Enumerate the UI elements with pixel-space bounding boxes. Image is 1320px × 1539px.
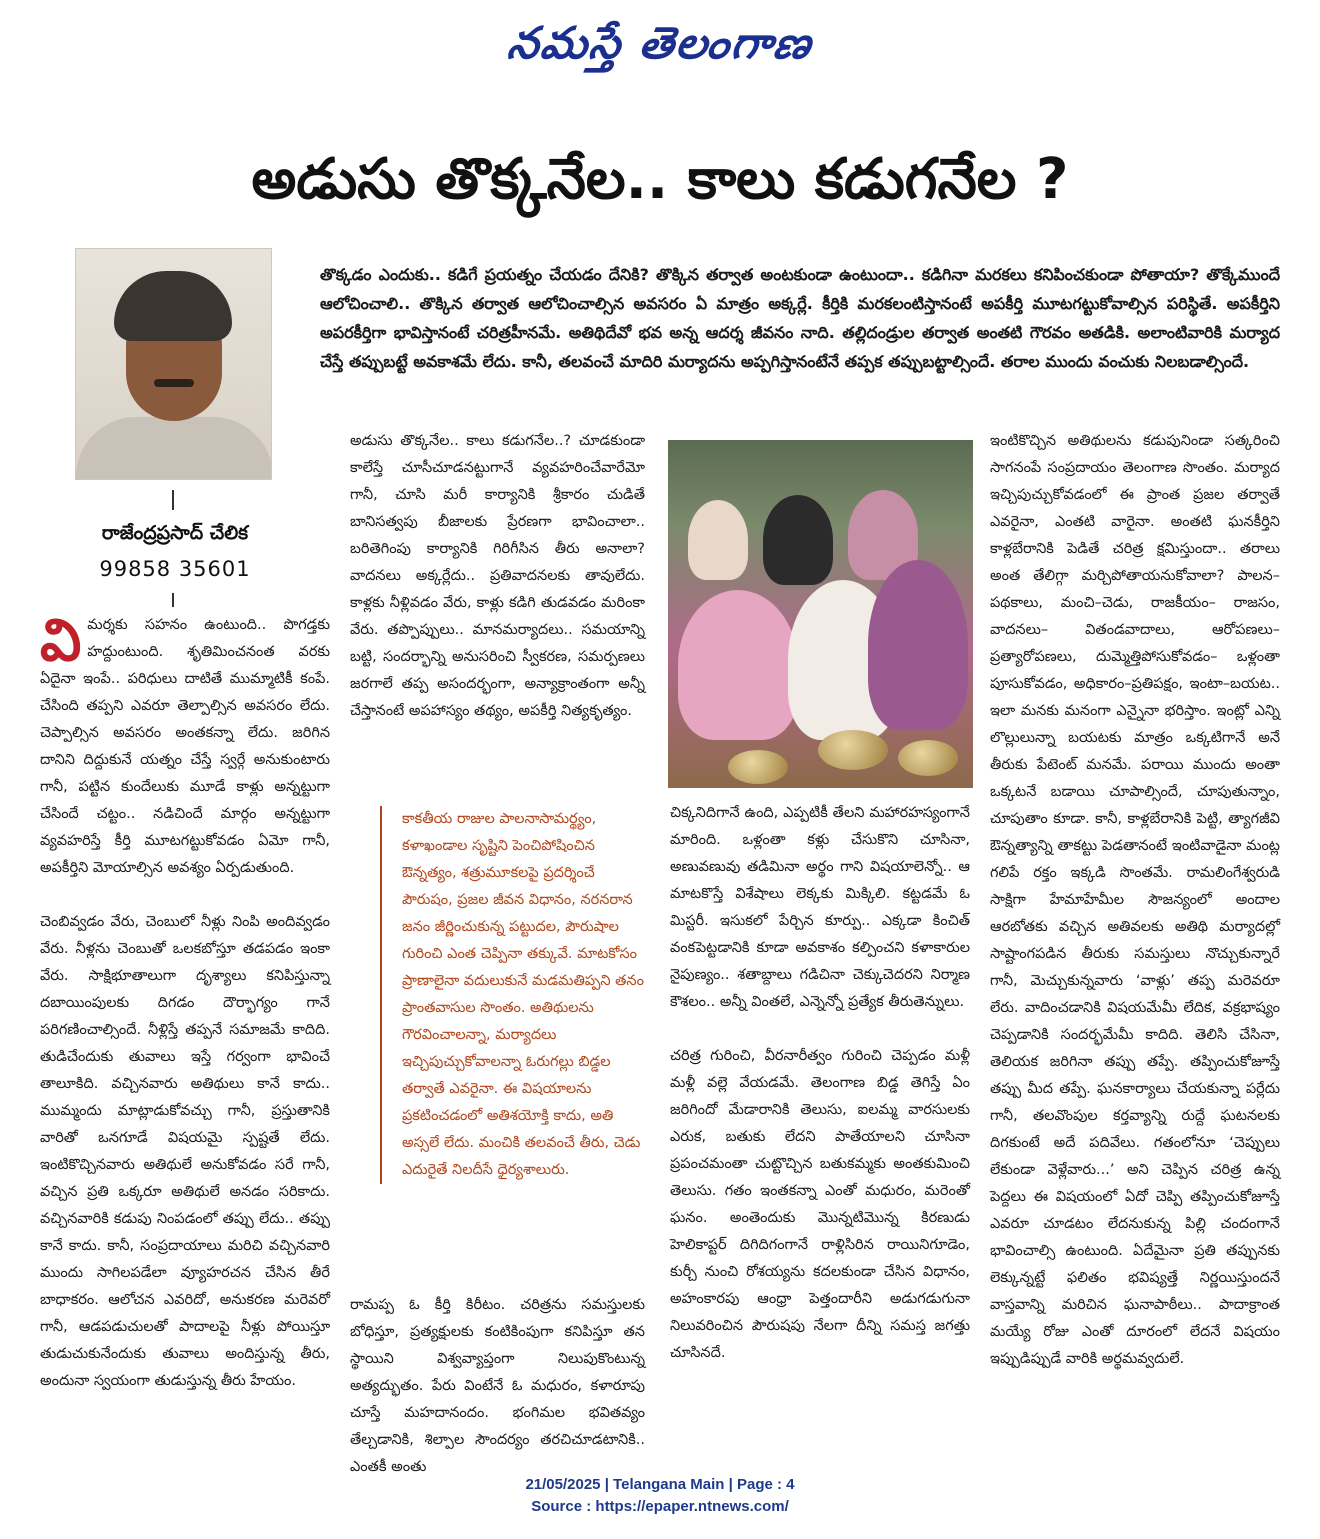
- col1-paragraph-2: చెంబివ్వడం వేరు, చెంబులో నీళ్లు నింపి అందివ్వడం వేరు. నీళ్లను చెంబుతో ఒలకబోస్తూ తడపడం ఇంకా వేరు. సాక్షిభూతాలుగా దృశ్యాలు కనిపిస్తున్నా దబాయింపులకు దిగడం దౌర్భాగ్యం గానే పరిగణించాల్సిందే. నీళ్లిస్తే తప్పనే సమాజమే కాదిది. తుడిచేందుకు తువాలు ఇస్తే గర్వంగా భావించే తాలూకిది. వచ్చినవారు అతిథులు కానే కాదు.. ముమ్మందు మాట్లాడుకోవచ్చు గానీ, ప్రస్తుతానికి వారితో ఒనగూడే విషయమై స్పష్టతే లేదు. ఇంటికొచ్చినవారు అతిథులే అనుకోవడం సరే గానీ, వచ్చిన ప్రతి ఒక్కరూ అతిథులే అనడం సరికాదు. వచ్చినవారికి కడుపు నింపడంలో తప్పు లేదు.. తప్పు కానే కాదు. కానీ, సంప్రదాయాలు మరిచి వచ్చినవారి ముందు సాగిలపడేలా వ్యూహరచన చేసిన తీరే బాధాకరం. ఆలోచన ఎవరిదో, అనుకరణ మరెవరో గానీ, ఆడపడుచులతో పాదాలపై నీళ్లు పోయిస్తూ తుడుచుకునేందుకు తువాలు అందిస్తున్న తీరు, అందునా స్వయంగా తుడుస్తున్న తీరు హేయం.: [40, 914, 330, 1389]
- author-divider-top: [172, 490, 174, 510]
- col4-paragraph-1: ఇంటికొచ్చిన అతిథులను కడుపునిండా సత్కరించి సాగనంపే సంప్రదాయం తెలంగాణ సొంతం. మర్యాద ఇచ్చిపుచ్చుకోవడంలో ఈ ప్రాంత ప్రజల తర్వాతే ఎవరైనా, ఎంతటి వారైనా. అంతటి ఘనకీర్తిని కాళ్లబేరానికి పెడితే చరిత్ర క్షమిస్తుందా.. తరాలు అంత తేలిగ్గా మర్చిపోతాయనుకోవాలా? పాలన– పథకాలు, మంచి–చెడు, రాజకీయం– రాజసం, వాదనలు– వితండవాదాలు, ఆరోపణలు– ప్రత్యారోపణలు, దుమ్మెత్తిపోసుకోవడం– ఒళ్లంతా పూసుకోవడం, అధికారం–ప్రతిపక్షం, ఇంటా–బయట.. ఇలా మనకు మనంగా ఎన్నైనా భరిస్తాం. ఇంట్లో ఎన్ని లొల్లులున్నా బయటకు మాత్రం ఒక్కటిగానే అనే తీరుకు పేటెంట్ మనమే. పరాయి ముందు అంతా ఒక్కటనే బడాయి చూపాల్సిందే, చూపుతున్నాం, చూపుతాం కూడా. కానీ, కాళ్లబేరానికి పెట్టి, త్యాగజీవి ఔన్నత్యాన్ని తాకట్టు పెడతానంటే ఇంటివాడైనా మంట్ల గలిపే రక్తం ఇక్కడి సొంతమే. రామలింగేశ్వరుడి సాక్షిగా హేమాహేమీల సౌజన్యంలో అందాల ఆరబోతకు వచ్చిన అతివలకు అతిథి మర్యాదల్లో సాష్టాంగపడిన తీరుకు సమస్తులు నొచ్చుకున్నారే గానీ, మెచ్చుకున్నవారు ‘వాళ్లు’ తప్ప మరెవరూ లేరు. వాదించడానికి విషయమేమీ లేదిక, వక్రభాష్యం చెప్పడానికి సందర్భమేమీ కాదిది. తెలిసి చేసినా, తెలియక జరిగినా తప్పు తప్పే. తప్పించుకోజూస్తే తప్పు మీద తప్పే. ఘనకార్యాలు చేయకున్నా పర్లేదు గానీ, తలవొంపుల కర్తవ్యాన్ని రుద్దే ఘటనలకు దిగకుంటే అదే పదివేలు. గతంలోనూ ‘చెప్పులు లేకుండా వెళ్లేవారు...’ అని చెప్పిన చరిత్ర ఉన్న పెద్దలు ఈ విషయంలో ఏదో చెప్పి తప్పించుకోజూస్తే ఎవరూ చూడటం లేదనుకున్న పిల్లి చందంగానే భావించాల్సి ఉంటుంది. ఏదేమైనా ప్రతి తప్పునకు లెక్కున్నట్టే ఫలితం భవిష్యత్తే నిర్ణయిస్తుందనే వాస్తవాన్ని మరిచిన ఘనాపాఠీలు.. పాదాక్రాంత మయ్యే రోజు ఎంతో దూరంలో లేదనే విషయం ఇప్పుడిప్పుడే వారికి అర్థమవ్వదులే.: [990, 433, 1280, 1367]
- col2-paragraph-1: అడుసు తొక్కనేల.. కాలు కడుగనేల..? చూడకుండా కాలేస్తే చూసీచూడనట్టుగానే వ్యవహరించేవారేమో గానీ, చూసి మరీ కార్యానికి శ్రీకారం చుడితే బానిసత్వపు బీజాలకు ప్రేరణగా భావించాలా.. బరితెగింపు కార్యానికి గిరిగీసిన తీరు అనాలా? వాదనలు అక్కర్లేదు.. ప్రతివాదనలకు తావులేదు. కాళ్లకు నీళ్లివడం వేరు, కాళ్లు కడిగి తుడవడం మరింకా వేరు. తప్పొప్పులు.. మానమర్యాదలు.. సమయాన్ని బట్టి, సందర్భాన్ని అనుసరించి స్వీకరణ, సమర్పణలు జరగాలే తప్ప అసందర్భంగా, అన్యాక్రాంతంగా అన్నీ చేస్తానంటే అపహాస్యం తథ్యం, అపకీర్తి నిత్యకృత్యం.: [350, 433, 645, 719]
- col2-paragraph-2: రామప్ప ఓ కీర్తి కిరీటం. చరిత్రను సమస్తులకు బోధిస్తూ, ప్రత్యక్షులకు కంటికింపుగా కనిపిస్తూ తన స్థాయిని విశ్వవ్యాప్తంగా నిలుపుకొంటున్న అత్యద్భుతం. పేరు వింటేనే ఓ మధురం, కళారూపు చూస్తే మహదానందం. భంగిమల భవితవ్యం తేల్చడానికి, శిల్పాల సౌందర్యం తరచిచూడటానికి.. ఎంతకీ అంతు: [350, 1297, 645, 1475]
- masthead: [0, 4, 1320, 84]
- page-footer: [0, 1474, 1320, 1518]
- drop-cap: వి: [40, 606, 82, 674]
- col3-paragraph-2: చరిత్ర గురించి, వీరనారీత్వం గురించి చెప్పడం మళ్లీ మళ్లీ వల్లె వేయడమే. తెలంగాణ బిడ్డ తెగిస్తే ఏం జరిగిందో మేడారానికి తెలుసు, ఐలమ్మ వారసులకు ఎరుక, బతుకు లేదని పాతేయాలని చూసినా ప్రపంచమంతా చుట్టొచ్చిన బతుకమ్మకు అంతకుమించి తెలుసు. గతం ఇంతకన్నా ఎంతో మధురం, మరెంతో ఘనం. అంతెందుకు మొన్నటిమొన్న కిరణుడు హెలికాప్టర్ దిగిదిగంగానే రాళ్లిసిరిన రాయినిగూడెం, కుర్చీ నుంచి రోశయ్యను కదలకుండా చేసిన విధానం, అహంకారపు ఆంధ్రా పెత్తందారీని అడుగడుగునా నిలువరించిన పౌరుషపు నేలగా దీన్ని సమస్త జగత్తు చూసినదే.: [670, 1048, 970, 1361]
- newspaper-logo: నమస్తే తెలంగాణ: [504, 18, 816, 69]
- author-name: రాజేంద్రప్రసాద్ చేలిక: [101, 522, 249, 544]
- author-divider-bottom: [172, 593, 174, 607]
- column-2-lower: [350, 1292, 645, 1481]
- footer-source-line: Source : https://epaper.ntnews.com/: [531, 1498, 789, 1515]
- article-intro: తొక్కడం ఎందుకు.. కడిగే ప్రయత్నం చేయడం దేనికి? తొక్కిన తర్వాత అంటకుండా ఉంటుందా.. కడిగినా మరకలు కనిపించకుండా పోతాయా? తొక్కేముందే ఆలోచించాలి.. తొక్కిన తర్వాత ఆలోచించాల్సిన అవసరం ఏ మాత్రం అక్కర్లే. కీర్తికి మరకలంటిస్తానంటే అపకీర్తి మూటగట్టుకోవాల్సిన పరిస్థితే. అపకీర్తిని అపరకీర్తిగా భావిస్తానంటే చరిత్రహీనమే. అతిథిదేవో భవ అన్న ఆదర్శ జీవనం నాది. తల్లిదండ్రుల తర్వాత అంతటి గౌరవం అతడికి. అలాంటివారికి మర్యాద చేస్తే తప్పుబట్టే అవకాశమే లేదు. కానీ, తలవంచే మాదిరి మర్యాదను అప్పగిస్తానంటేనే తప్పక తప్పుబట్టాల్సిందే. తరాల ముందు వంచుకు నిలబడాల్సిందే.: [320, 265, 1280, 371]
- author-photo: [75, 248, 272, 480]
- author-phone: 99858 35601: [99, 557, 251, 581]
- news-photo: [668, 440, 973, 788]
- column-2: [350, 428, 645, 725]
- column-3: [670, 800, 970, 1367]
- column-4: [990, 428, 1280, 1373]
- article-headline: అడుసు తొక్కనేల.. కాలు కడుగనేల ?: [251, 147, 1069, 212]
- col1-paragraph-1: విమర్శకు సహనం ఉంటుంది.. పొగడ్తకు హద్దుంటుంది. శృతిమించనంత వరకు ఏదైనా ఇంపే.. పరిధులు దాటితే ముమ్మాటికీ కంపే. చేసింది తప్పని ఎవరూ తెల్పాల్సిన అవసరం లేదు. చెప్పాల్సిన అవసరం అంతకన్నా లేదు. జరిగిన దానిని దిద్దుకునే యత్నం చేస్తే స్వర్గే అనుకుంటారు గానీ, పట్టిన కుందేలుకు మూడే కాళ్లు అన్నట్టుగా చేసిందే చట్టం.. నడిచిందే మార్గం అన్నట్టుగా వ్యవహరిస్తే కీర్తి మూటగట్టుకోవడం ఏమో గానీ, అపకీర్తిని మోయాల్సిన అవశ్యం ఏర్పడుతుంది.: [40, 606, 330, 876]
- col3-paragraph-1: చిక్కనిదిగానే ఉంది, ఎప్పటికీ తేలని మహారహస్యంగానే మారింది. ఒళ్లంతా కళ్లు చేసుకొని చూసినా, అణువణువు తడిమినా అర్థం గాని విషయాలెన్నో.. ఆ మాటకొస్తే విశేషాలు లెక్కకు మిక్కిలి. కట్టడమే ఓ మిస్టరీ. ఇసుకలో పేర్చిన కూర్పు.. ఎక్కడా కించిత్ వంకపెట్టడానికి కూడా అవకాశం కల్పించని కళాకారుల నైపుణ్యం.. శతాబ్దాలు గడిచినా చెక్కుచెదరని నిర్మాణ కౌశలం.. అన్నీ వింతలే, ఎన్నెన్నో ప్రత్యేక తీరుతెన్నులు.: [670, 805, 970, 1010]
- footer-date-line: 21/05/2025 | Telangana Main | Page : 4: [525, 1476, 795, 1493]
- column-1: [40, 606, 330, 1395]
- pull-quote: కాకతీయ రాజుల పాలనాసామర్థ్యం, కళాఖండాల సృష్టిని పెంచిపోషించిన ఔన్నత్యం, శత్రుమూకలపై ప్రదర్శించే పౌరుషం, ప్రజల జీవన విధానం, నరనరాన జనం జీర్ణించుకున్న పట్టుదల, పౌరుషాల గురించి ఎంత చెప్పినా తక్కువే. మాటకోసం ప్రాణాలైనా వదులుకునే మడమతిప్పని తనం ప్రాంతవాసుల సొంతం. అతిథులను గౌరవించాలన్నా, మర్యాదలు ఇచ్చిపుచ్చుకోవాలన్నా ఓరుగల్లు బిడ్డల తర్వాతే ఎవరైనా. ఈ విషయాలను ప్రకటించడంలో అతిశయోక్తి కాదు, అతి అస్సలే లేదు. మంచికి తలవంచే తీరు, చెడు ఎదురైతే నిలదీసే ధైర్యశాలురు.: [380, 806, 645, 1184]
